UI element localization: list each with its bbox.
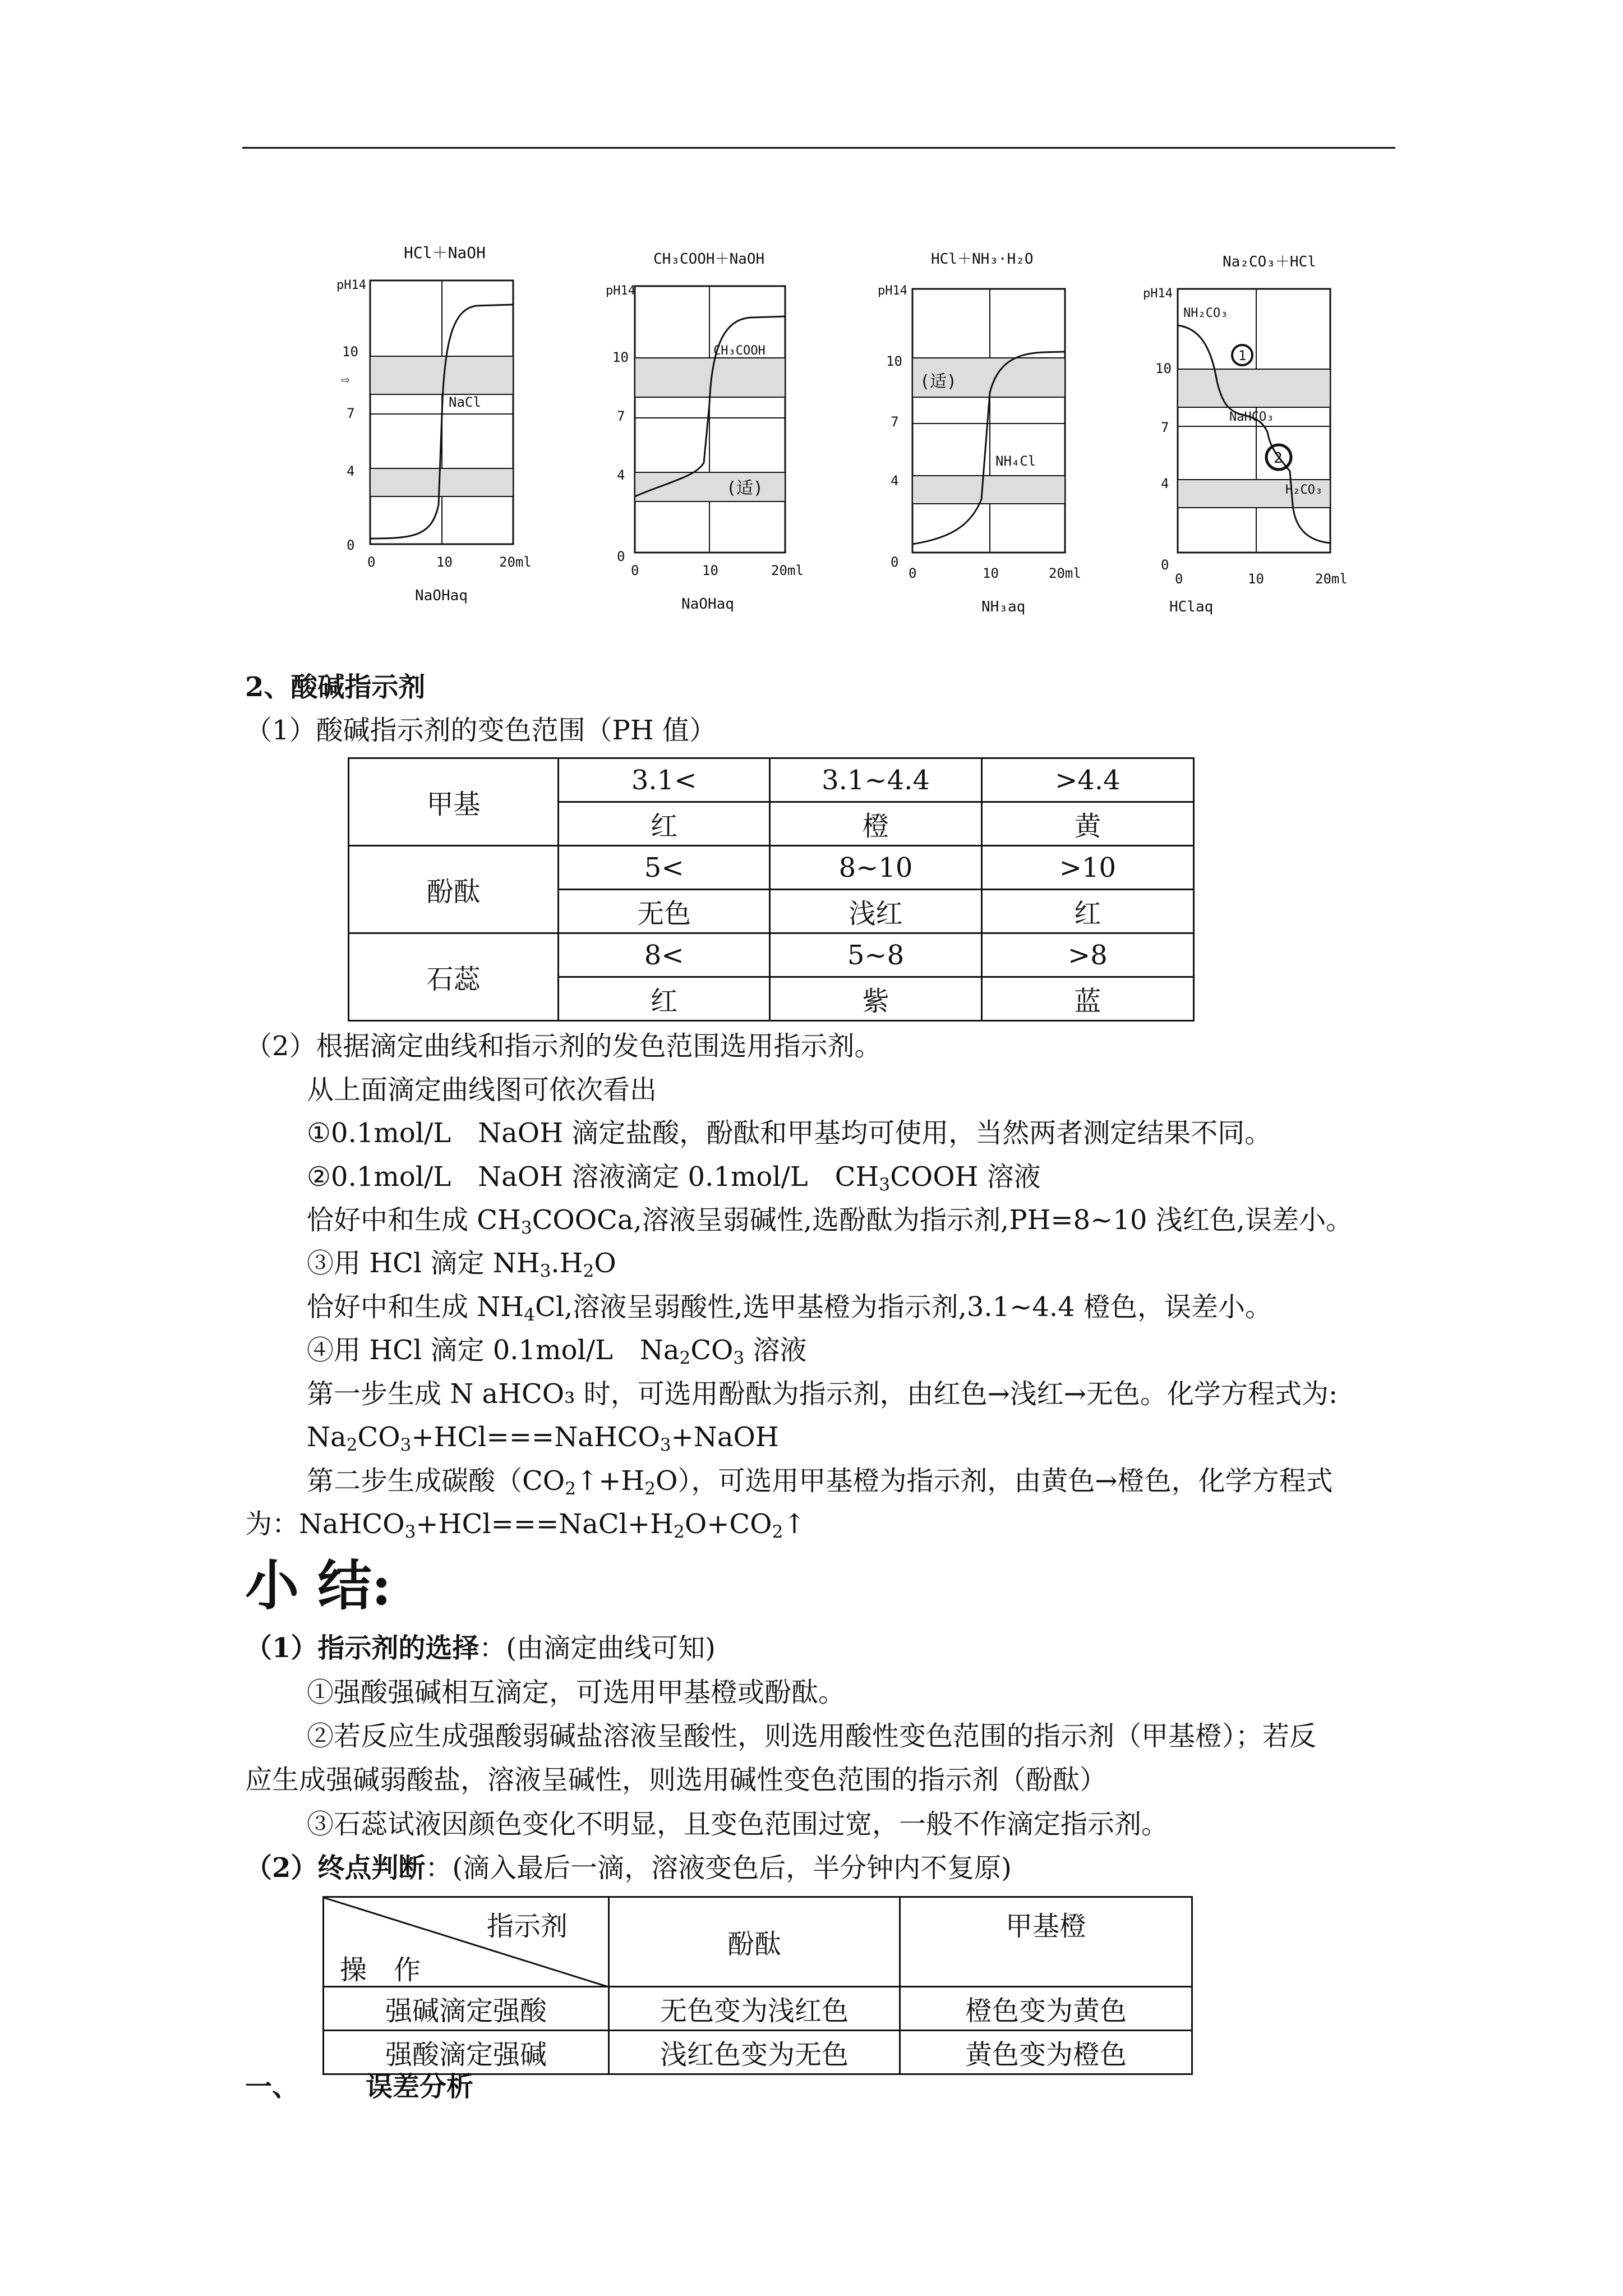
text-line: ①强酸强碱相互滴定，可选用甲基橙或酚酞。 — [307, 1677, 846, 1708]
svg-text:(适): (适) — [920, 372, 957, 392]
figure-hcl-nh3 — [878, 251, 1081, 615]
svg-text:NH₂CO₃: NH₂CO₃ — [1183, 306, 1228, 320]
svg-text:0: 0 — [631, 563, 639, 578]
text-line: 恰好中和生成 $NH_4Cl$,溶液呈弱酸性,选甲基橙为指示剂,3.1~4.4 橙色，误差小。 — [307, 1291, 1272, 1325]
svg-text:10: 10 — [702, 563, 718, 578]
svg-text:pH14: pH14 — [878, 284, 907, 298]
svg-text:(适): (适) — [726, 478, 764, 498]
svg-text:20ml: 20ml — [499, 554, 532, 570]
svg-text:10: 10 — [983, 565, 999, 581]
svg-text:0: 0 — [1161, 557, 1169, 573]
text-line: ②若反应生成强酸弱碱盐溶液呈酸性，则选用酸性变色范围的指示剂（甲基橙）；若反 — [307, 1720, 1317, 1752]
fig4-title: Na₂CO₃＋HCl — [1223, 254, 1316, 270]
svg-text:NaOHaq: NaOHaq — [415, 587, 468, 604]
svg-text:0: 0 — [891, 554, 899, 570]
text-line: 为：$NaHCO_3+HCl===NaCl+H_2O+CO_2↑$ — [245, 1508, 806, 1542]
svg-text:pH14: pH14 — [1143, 287, 1173, 301]
svg-text:10: 10 — [342, 344, 358, 360]
text-line: ③石蕊试液因颜色变化不明显，且变色范围过宽，一般不作滴定指示剂。 — [307, 1809, 1169, 1840]
text-line: 第一步生成 N aHCO₃ 时，可选用酚酞为指示剂，由红色→浅红→无色。化学方程式为: — [307, 1378, 1338, 1410]
svg-text:CH₃COOH: CH₃COOH — [713, 344, 766, 358]
text-line: $Na_2CO_3+HCl===NaHCO_3+NaOH$ — [307, 1421, 779, 1455]
titration-curves-figure — [314, 236, 1436, 628]
svg-text:7: 7 — [617, 408, 625, 424]
svg-text:7: 7 — [347, 406, 355, 421]
section-number: 一、 — [245, 2071, 299, 2102]
svg-text:20ml: 20ml — [771, 563, 804, 578]
text-line: 恰好中和生成 $CH_3COOCa$,溶液呈弱碱性,选酚酞为指示剂,PH=8~10 浅红色,误差小。 — [307, 1204, 1353, 1238]
text-line: 从上面滴定曲线图可依次看出 — [307, 1074, 657, 1106]
svg-text:4: 4 — [617, 467, 625, 483]
endpoint-table: 指示剂 操 作 酚酞 甲基橙 强碱滴定强酸 无色变为浅红色 橙色变为黄色 强酸滴定强碱 浅红色变为无色 黄色变为橙色 — [322, 1896, 1193, 2075]
section-title: 误差分析 — [366, 2071, 474, 2102]
svg-text:NaHCO₃: NaHCO₃ — [1229, 410, 1274, 424]
section-title: 2、酸碱指示剂 — [245, 671, 426, 703]
svg-text:0: 0 — [617, 549, 625, 564]
text-line: ②0.1mol/L NaOH 溶液滴定 0.1mol/L $CH_3COOH$ 溶液 — [307, 1161, 1041, 1195]
fig3-title: HCl＋NH₃·H₂O — [931, 251, 1034, 268]
corner-cell: 指示剂 操 作 — [324, 1897, 609, 1987]
svg-text:2: 2 — [1274, 450, 1283, 467]
svg-text:NaOHaq: NaOHaq — [681, 596, 734, 613]
svg-text:NH₄Cl: NH₄Cl — [995, 453, 1036, 469]
header-rule — [242, 147, 1395, 149]
svg-text:10: 10 — [1155, 361, 1172, 376]
figure-hcl-naoh — [336, 243, 532, 604]
column-header: 甲基橙 — [900, 1897, 1192, 1987]
svg-text:20ml: 20ml — [1315, 571, 1348, 587]
text-line: ③用 HCl 滴定 $NH_3.H_2O$ — [307, 1248, 616, 1281]
svg-text:7: 7 — [891, 414, 899, 430]
svg-text:4: 4 — [347, 463, 355, 479]
svg-text:10: 10 — [886, 353, 902, 369]
svg-text:4: 4 — [891, 473, 899, 489]
svg-text:NaCl: NaCl — [449, 394, 481, 410]
figure-ch3cooh-naoh — [606, 251, 804, 613]
svg-text:7: 7 — [1161, 420, 1169, 435]
fig1-title: HCl＋NaOH — [404, 243, 486, 262]
text-line: 第二步生成碳酸$(CO_2↑+H_2O)$，可选用甲基橙为指示剂，由黄色→橙色，化学方程式 — [307, 1465, 1333, 1499]
indicator-name: 石蕊 — [349, 933, 559, 1021]
summary-point-2: （2）终点判断：(滴入最后一滴，溶液变色后，半分钟内不复原) — [245, 1852, 1012, 1884]
svg-text:0: 0 — [909, 565, 917, 581]
svg-text:10: 10 — [436, 554, 453, 570]
text-line: ④用 HCl 滴定 0.1mol/L $Na_2CO_3$ 溶液 — [307, 1335, 807, 1368]
svg-text:10: 10 — [612, 349, 629, 365]
svg-text:pH14: pH14 — [606, 284, 635, 298]
svg-text:20ml: 20ml — [1049, 565, 1081, 581]
text-line: 应生成强碱弱酸盐，溶液呈碱性，则选用碱性变色范围的指示剂（酚酞） — [245, 1764, 1107, 1796]
subsection-1: （1）酸碱指示剂的变色范围（PH 值） — [245, 715, 716, 746]
svg-text:H₂CO₃: H₂CO₃ — [1285, 483, 1323, 497]
fig2-title: CH₃COOH＋NaOH — [653, 251, 765, 268]
svg-text:HClaq: HClaq — [1169, 599, 1214, 615]
svg-text:1: 1 — [1238, 348, 1247, 364]
svg-text:0: 0 — [1175, 571, 1183, 587]
figure-na2co3-hcl — [1143, 254, 1348, 615]
svg-text:NH₃aq: NH₃aq — [981, 599, 1026, 615]
fig1-ylabel: pH14 — [336, 278, 366, 292]
svg-text:0: 0 — [367, 554, 376, 570]
indicator-name: 甲基 — [349, 758, 559, 846]
indicator-name: 酚酞 — [349, 846, 559, 933]
summary-title: 小 结: — [245, 1554, 391, 1617]
summary-point-1: （1）指示剂的选择：(由滴定曲线可知) — [245, 1632, 716, 1664]
svg-text:0: 0 — [347, 537, 355, 553]
subsection-2: （2）根据滴定曲线和指示剂的发色范围选用指示剂。 — [245, 1030, 882, 1062]
column-header: 酚酞 — [609, 1897, 900, 1987]
text-line: ①0.1mol/L NaOH 滴定盐酸，酚酞和甲基均可使用，当然两者测定结果不同。 — [307, 1117, 1272, 1149]
indicator-range-table: 甲基 3.1< 3.1~4.4 >4.4 红 橙 黄 酚酞 5< 8~10 >10 无色 浅红 红 石蕊 8< 5~8 >8 红 紫 蓝 — [348, 757, 1195, 1022]
svg-text:⇨: ⇨ — [341, 371, 350, 388]
svg-text:10: 10 — [1248, 571, 1264, 587]
svg-text:4: 4 — [1161, 476, 1169, 491]
